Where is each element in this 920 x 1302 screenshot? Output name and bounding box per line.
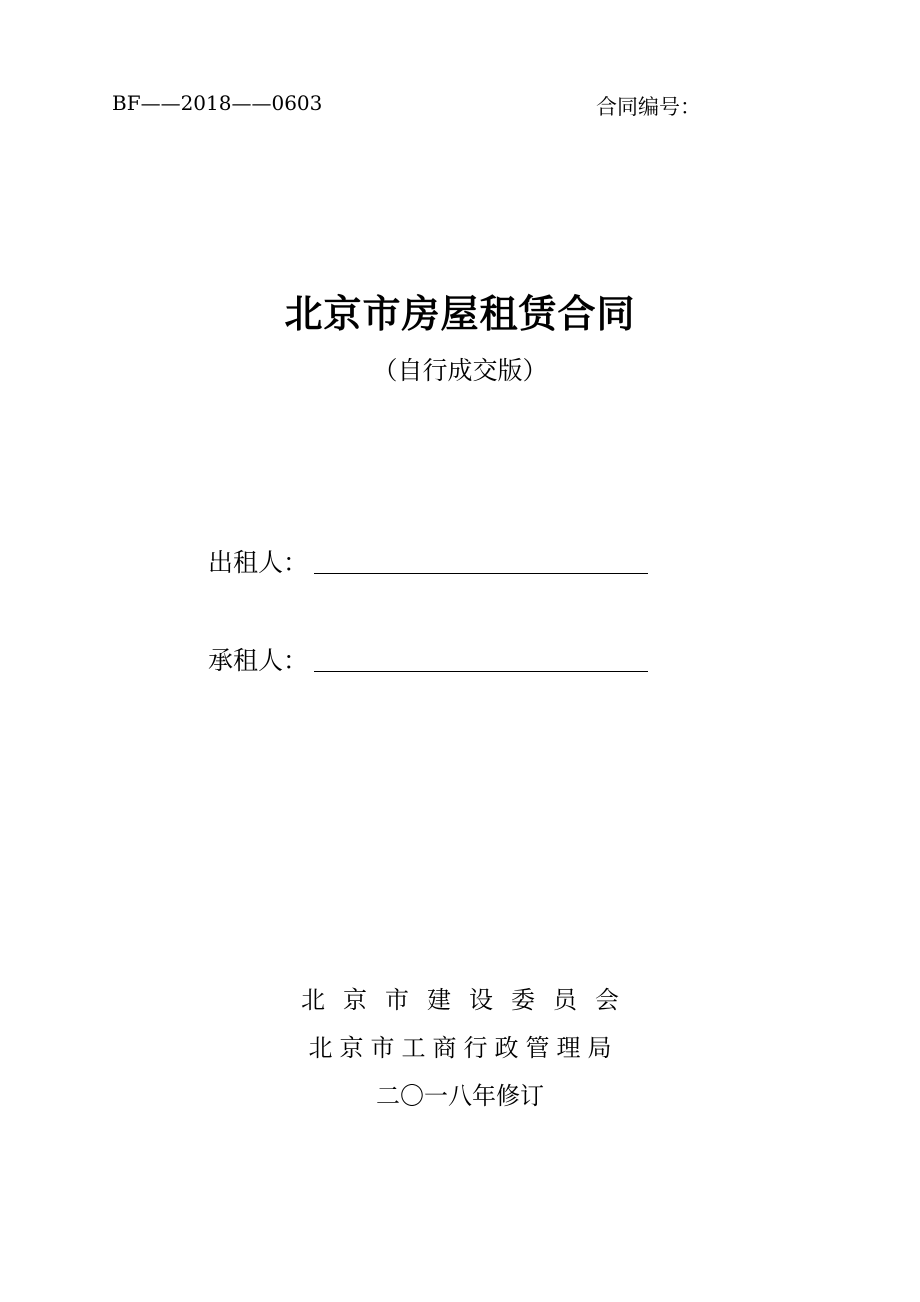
document-title: 北京市房屋租赁合同: [284, 291, 636, 336]
document-edition: （自行成交版）: [372, 356, 548, 385]
lessor-blank-line: [314, 573, 648, 574]
lessor-row: [208, 544, 648, 578]
lessor-label: 出租人：: [208, 548, 309, 577]
issuer-construction-commission: 北京市建设委员会: [301, 986, 637, 1014]
revision-year: 二〇一八年修订: [376, 1082, 544, 1110]
contract-number-label: 合同编号：: [596, 95, 701, 119]
lessee-blank-line: [314, 671, 648, 672]
lessee-row: [208, 642, 648, 676]
form-code: BF——2018——0603: [112, 91, 323, 115]
issuer-industry-commerce-bureau: 北京市工商行政管理局: [308, 1034, 619, 1062]
lessee-label: 承租人：: [208, 646, 309, 675]
